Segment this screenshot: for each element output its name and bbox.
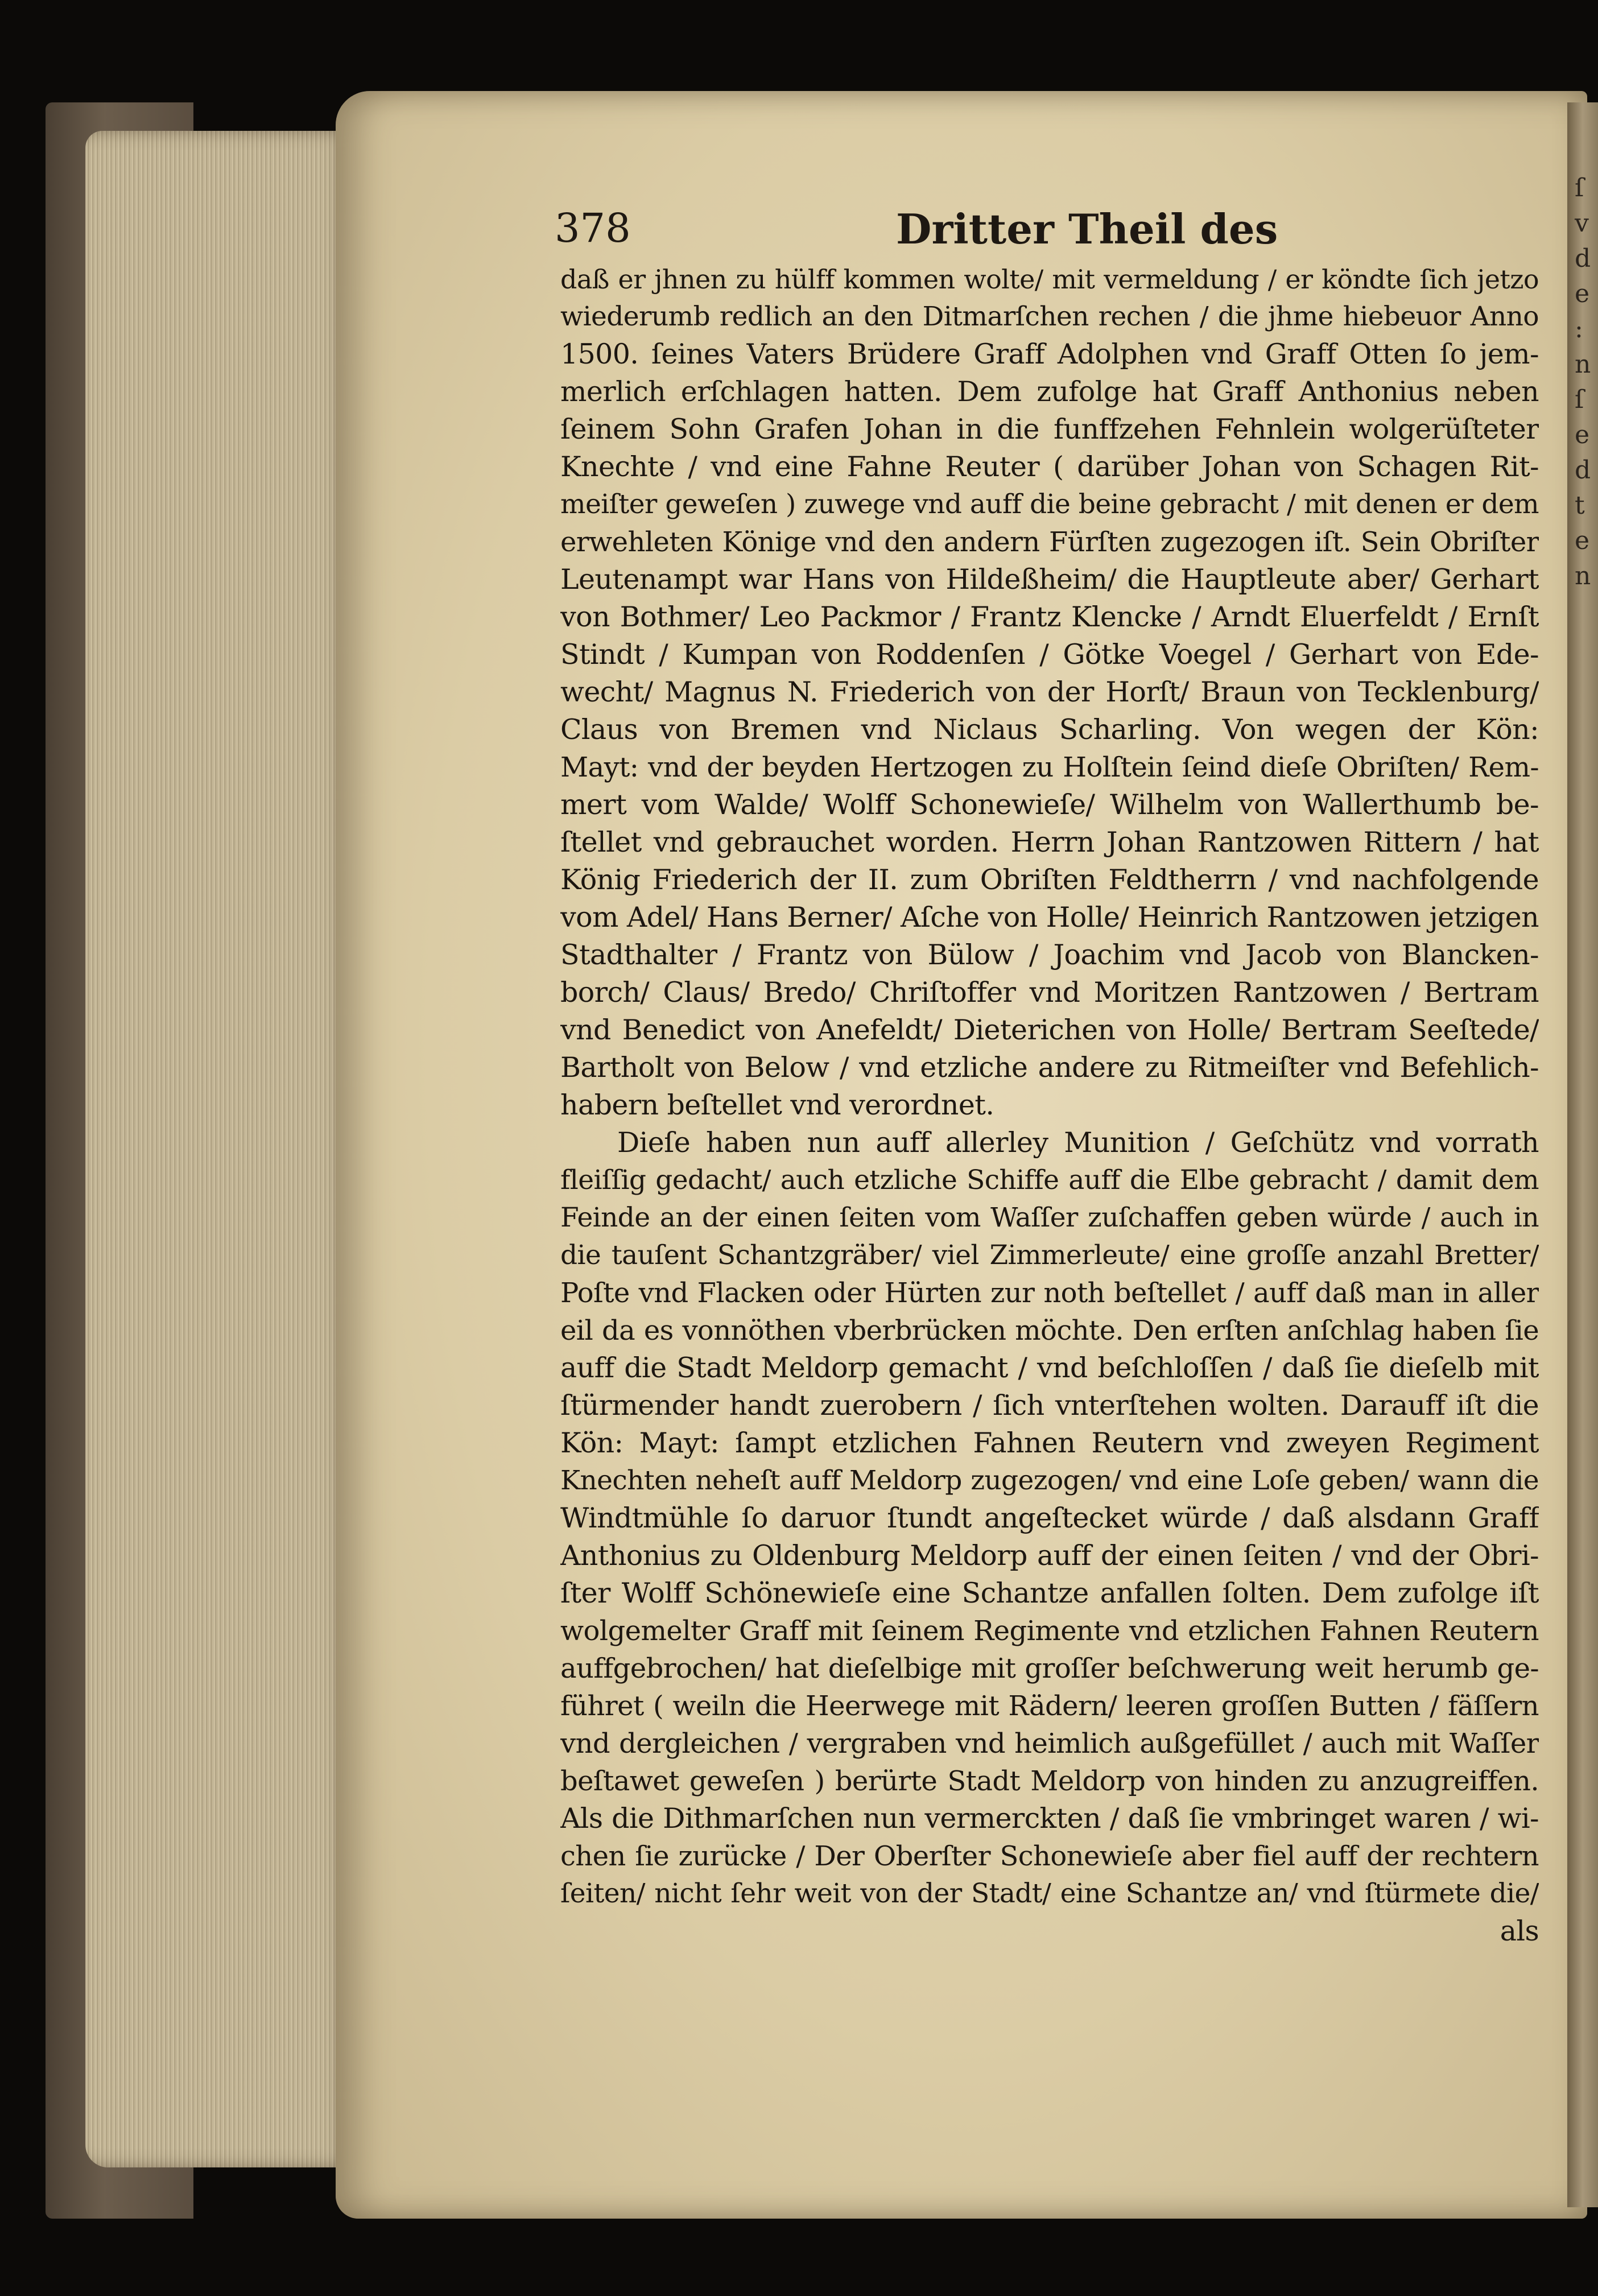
text-line: wolgemelter Graff mit ſeinem Regimente vnd etzlichen Fahnen Reutern xyxy=(560,1615,1539,1647)
text-line: Stadthalter / Frantz von Bülow / Joachim vnd Jacob von Blancken- xyxy=(560,939,1539,971)
text-line: eil da es vonnöthen vberbrücken möchte. Den erſten anſchlag haben ſie xyxy=(560,1315,1539,1347)
text-line: Kön: Mayt: ſampt etzlichen Fahnen Reutern vnd zweyen Regiment xyxy=(560,1427,1539,1459)
text-line: meiſter geweſen ) zuwege vnd auff die beine gebracht / mit denen er dem xyxy=(560,489,1539,520)
text-line: mert vom Walde/ Wolff Schonewieſe/ Wilhelm von Wallerthumb be- xyxy=(560,788,1539,821)
facing-page-fragment: ſ v d e : n ſ e d t e n xyxy=(1575,174,1591,590)
text-line: vnd Benedict von Anefeldt/ Dieterichen von Holle/ Bertram Seeſtede/ xyxy=(560,1014,1539,1046)
text-line: erwehleten Könige vnd den andern Fürſten zugezogen iſt. Sein Obriſter xyxy=(560,526,1539,558)
text-line: Anthonius zu Oldenburg Meldorp auff der einen ſeiten / vnd der Obri- xyxy=(560,1539,1539,1572)
text-line: ſeiten/ nicht ſehr weit von der Stadt/ eine Schantze an/ vnd ſtürmete die/ xyxy=(560,1878,1539,1909)
text-line: daß er jhnen zu hülff kommen wolte/ mit vermeldung / er köndte ſich jetzo xyxy=(560,264,1539,295)
text-line: wiederumb redlich an den Ditmarſchen rechen / die jhme hiebeuor Anno xyxy=(560,301,1539,332)
text-line: die tauſent Schantzgräber/ viel Zimmerleute/ eine groſſe anzahl Bretter/ xyxy=(560,1240,1539,1271)
text-line: ſtellet vnd gebrauchet worden. Herrn Johan Rantzowen Rittern / hat xyxy=(560,826,1539,858)
text-line: habern beſtellet vnd verordnet. xyxy=(560,1089,994,1121)
paragraph-start-line: Dieſe haben nun auff allerley Munition / Geſchütz vnd vorrath xyxy=(617,1126,1539,1159)
text-line: Windtmühle ſo daruor ſtundt angeſtecket würde / daß alsdann Graff xyxy=(560,1502,1539,1534)
text-line: auffgebrochen/ hat dieſelbige mit groſſer beſchwerung weit herumb ge- xyxy=(560,1653,1539,1684)
text-line: von Bothmer/ Leo Packmor / Frantz Klencke / Arndt Eluerfeldt / Ernſt xyxy=(560,601,1539,633)
text-line: ſter Wolff Schönewieſe eine Schantze anfallen ſolten. Dem zufolge iſt xyxy=(560,1577,1539,1609)
text-line: Als die Dithmarſchen nun vermerckten / daß ſie vmbringet waren / wi- xyxy=(560,1802,1539,1835)
text-line: Feinde an der einen ſeiten vom Waſſer zuſchaffen geben würde / auch in xyxy=(560,1202,1539,1233)
page-header xyxy=(555,205,1545,262)
text-line: Mayt: vnd der beyden Hertzogen zu Holſtein ſeind dieſe Obriſten/ Rem- xyxy=(560,751,1539,783)
text-line: ſeinem Sohn Grafen Johan in die funffzehen Fehnlein wolgerüſteter xyxy=(560,413,1539,445)
text-line: Knechte / vnd eine Fahne Reuter ( darüber Johan von Schagen Rit- xyxy=(560,451,1539,483)
text-line: auff die Stadt Meldorp gemacht / vnd beſchloſſen / daß ſie dieſelb mit xyxy=(560,1352,1539,1384)
text-line: merlich erſchlagen hatten. Dem zufolge hat Graff Anthonius neben xyxy=(560,375,1539,408)
text-line: Poſte vnd Flacken oder Hürten zur noth beſtellet / auff daß man in aller xyxy=(560,1277,1539,1309)
page-edges xyxy=(85,131,353,2167)
page-number: 378 xyxy=(555,205,631,251)
running-head: Dritter Theil des xyxy=(896,205,1278,253)
text-line: borch/ Claus/ Bredo/ Chriſtoffer vnd Moritzen Rantzowen / Bertram xyxy=(560,976,1539,1009)
text-line: Leutenampt war Hans von Hildeßheim/ die Hauptleute aber/ Gerhart xyxy=(560,563,1539,596)
text-line: chen ſie zurücke / Der Oberſter Schonewieſe aber fiel auff der rechtern xyxy=(560,1840,1539,1872)
text-line: König Friederich der II. zum Obriſten Feldtherrn / vnd nachfolgende xyxy=(560,864,1539,896)
text-line: Claus von Bremen vnd Niclaus Scharling. Von wegen der Kön: xyxy=(560,713,1539,746)
text-line: fleiſſig gedacht/ auch etzliche Schiffe auff die Elbe gebracht / damit dem xyxy=(560,1164,1539,1196)
text-line: 1500. ſeines Vaters Brüdere Graff Adolphen vnd Graff Otten ſo jem- xyxy=(560,338,1539,370)
text-line: ſtürmender handt zuerobern / ſich vnterſtehen wolten. Darauff iſt die xyxy=(560,1389,1539,1422)
body-text xyxy=(560,261,1539,1950)
text-line: Bartholt von Below / vnd etzliche andere zu Ritmeiſter vnd Befehlich- xyxy=(560,1051,1539,1084)
text-line: beſtawet geweſen ) berürte Stadt Meldorp von hinden zu anzugreiffen. xyxy=(560,1765,1539,1797)
text-line: Stindt / Kumpan von Roddenſen / Götke Voegel / Gerhart von Ede- xyxy=(560,638,1539,671)
text-line: wecht/ Magnus N. Friederich von der Horſt/ Braun von Tecklenburg/ xyxy=(560,676,1539,708)
text-line: vom Adel/ Hans Berner/ Aſche von Holle/ Heinrich Rantzowen jetzigen xyxy=(560,901,1539,934)
text-line: führet ( weiln die Heerwege mit Rädern/ leeren groſſen Butten / fäſſern xyxy=(560,1690,1539,1722)
catchword: als xyxy=(1500,1915,1539,1947)
text-line: vnd dergleichen / vergraben vnd heimlich außgefüllet / auch mit Waſſer xyxy=(560,1728,1539,1760)
text-line: Knechten neheſt auff Meldorp zugezogen/ vnd eine Loſe geben/ wann die xyxy=(560,1465,1539,1496)
